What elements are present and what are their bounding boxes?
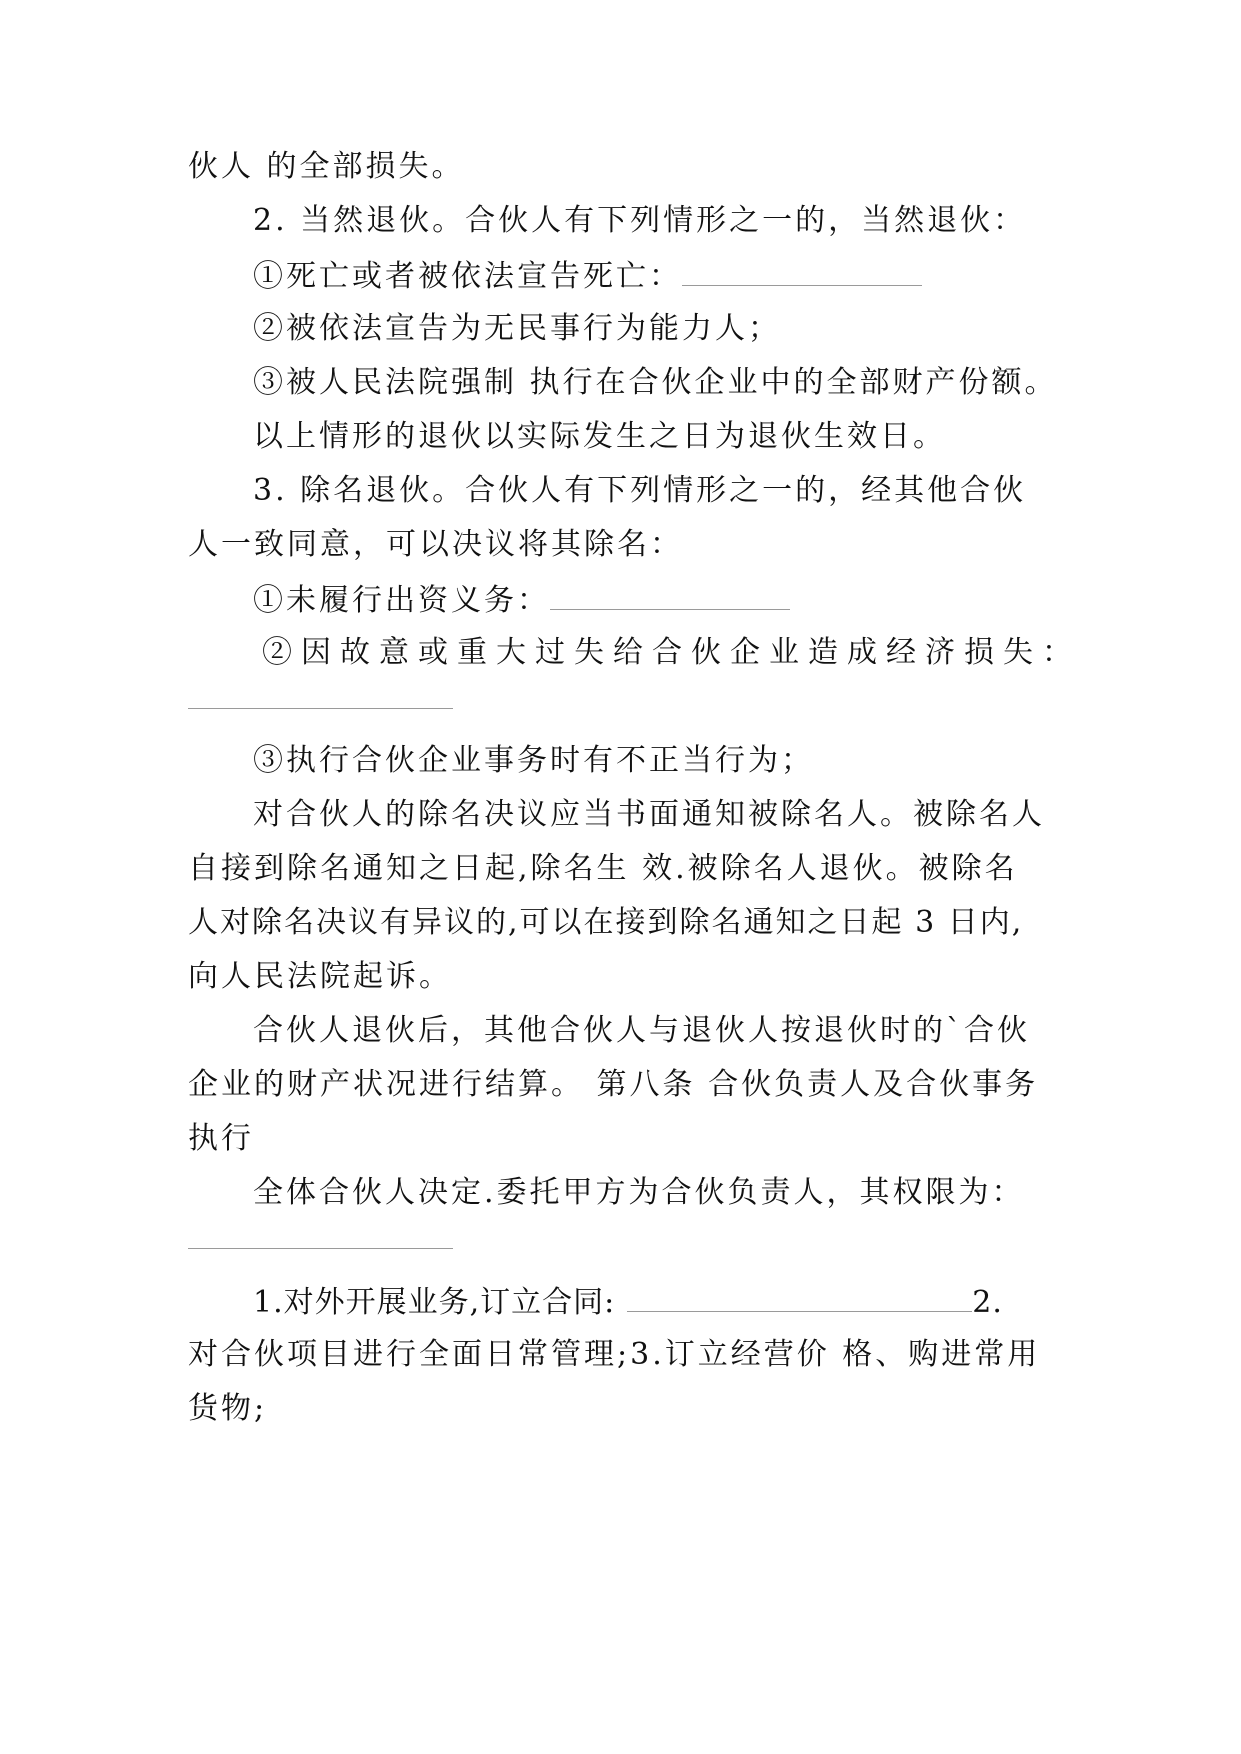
text-line: 全体合伙人决定.委托甲方为合伙负责人，其权限为： (253, 1175, 1025, 1210)
text-line: 2. 当然退伙。合伙人有下列情形之一的，当然退伙： (253, 203, 1027, 238)
text-line: ②被依法宣告为无民事行为能力人； (253, 311, 781, 346)
text-line: ②因故意或重大过失给合伙企业造成经济损失： (262, 635, 1081, 670)
text-line: 对合伙项目进行全面日常管理;3.订立经营价 格、购进常用 (188, 1337, 1041, 1372)
fill-blank (682, 255, 922, 286)
text-line: 3. 除名退伙。合伙人有下列情形之一的，经其他合伙 (253, 473, 1027, 508)
text-line (253, 579, 1068, 621)
text-line: 人一致同意，可以决议将其除名： (188, 527, 683, 562)
fill-blank-line (188, 1248, 453, 1249)
text-line: 企业的财产状况进行结算。 第八条 合伙负责人及合伙事务 (188, 1067, 1039, 1102)
text-line: 人对除名决议有异议的,可以在接到除名通知之日起 3 日内, (188, 905, 1024, 940)
fill-blank (550, 579, 790, 610)
text-segment: ①未履行出资义务： (253, 583, 550, 618)
text-line: 对合伙人的除名决议应当书面通知被除名人。被除名人 (253, 797, 1045, 832)
text-line: 货物; (188, 1391, 268, 1426)
text-line (253, 1281, 1068, 1323)
text-line: 合伙人退伙后，其他合伙人与退伙人按退伙时的`合伙 (253, 1013, 1030, 1048)
text-line: 执行 (188, 1121, 254, 1156)
text-line: 自接到除名通知之日起,除名生 效.被除名人退伙。被除名 (188, 851, 1018, 886)
fill-blank (627, 1281, 972, 1312)
text-line: 伙人 的全部损失。 (188, 149, 465, 184)
text-line: 以上情形的退伙以实际发生之日为退伙生效日。 (253, 419, 946, 454)
text-segment: 1.对外开展业务,订立合同: (253, 1285, 616, 1320)
fill-blank-line (188, 708, 453, 709)
text-line: ③被人民法院强制 执行在合伙企业中的全部财产份额。 (253, 365, 1058, 400)
text-line: ③执行合伙企业事务时有不正当行为； (253, 743, 814, 778)
text-segment: ①死亡或者被依法宣告死亡： (253, 259, 682, 294)
text-line (253, 255, 1068, 297)
text-line: 向人民法院起诉。 (188, 959, 452, 994)
text-segment: 2. (972, 1285, 1003, 1320)
